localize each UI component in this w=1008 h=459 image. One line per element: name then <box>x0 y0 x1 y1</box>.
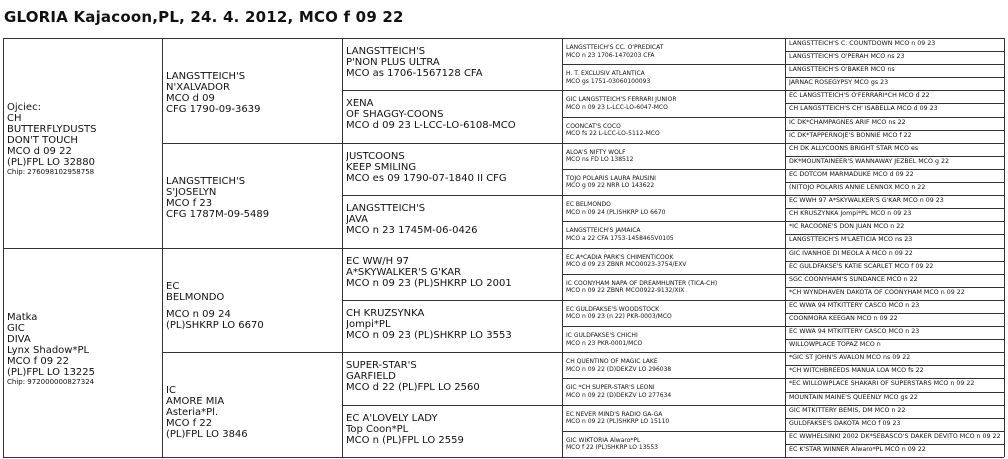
text-line: COONCAT'S COCO <box>566 122 621 130</box>
text-line: MCO n 09 23 (PL)SHKRP LO 3553 <box>346 329 512 341</box>
text-line: EC LANGSTTEICH'S O'FERRARI*CH MCO d 22 <box>789 92 930 100</box>
sire-chip: Chip: 276098102958758 <box>7 168 95 176</box>
text-line: EC WWA 94 MTKITTERY CASCO MCO n 23 <box>789 328 920 336</box>
text-line: *CH WITCHBREEDS MANUA LOA MCO fs 22 <box>789 367 924 375</box>
text-line: MCO f 23 <box>166 197 213 209</box>
text-line: KEEP SMILING <box>346 161 417 173</box>
gen5-cell <box>789 53 1002 63</box>
page-title: GLORIA Kajacoon,PL, 24. 4. 2012, MCO f 09 22 <box>4 8 404 26</box>
great-grandparent-cell <box>346 203 560 246</box>
text-line: EC WWHELSINKI 2002 DK*SEBASCO'S DAKER DEVITO MCO n 09 22 <box>789 432 1001 440</box>
text-line: Ojciec: <box>7 102 41 113</box>
text-line: MCO n 09 22 (D)DEKZV LO 277634 <box>566 391 672 399</box>
text-line: IC DK*TAPPERNOJE'S BONNIE MCO f 22 <box>789 131 912 139</box>
text-line: (PL)FPL LO 13225 <box>7 366 96 378</box>
text-line: OF SHAGGY-COONS <box>346 109 444 121</box>
text-line: EC GULDFAKSE'S WOODSTOCK <box>566 305 660 313</box>
gen5-cell <box>789 380 1002 390</box>
text-line: EC WW/H 97 <box>346 255 410 267</box>
gen5-cell <box>789 289 1002 299</box>
text-line: MCO n 09 22 (D)DEKZV LO 296038 <box>566 365 672 373</box>
text-line: MCO n 09 23 (n 22) PKR-0003/MCO <box>566 313 672 321</box>
text-line: A*SKYWALKER'S G'KAR <box>346 266 462 278</box>
gen4-cell <box>566 332 783 351</box>
row-divider-gen5 <box>785 64 1004 65</box>
gen4-cell <box>566 306 783 325</box>
gen5-cell <box>789 40 1002 50</box>
text-line: XENA <box>346 98 374 110</box>
text-line: MCO gs 1751-03060100093 <box>566 77 651 85</box>
gen5-cell <box>789 132 1002 142</box>
text-line: COONMORA KEEGAN MCO n 09 22 <box>789 314 898 322</box>
text-line: MCO n 23 PKR-0001/MCO <box>566 339 643 347</box>
text-line: DON'T TOUCH <box>7 135 78 146</box>
row-divider-gen5 <box>785 208 1004 209</box>
great-grandparent-cell <box>346 360 560 403</box>
gen5-cell <box>789 171 1002 181</box>
text-line: P'NON PLUS ULTRA <box>346 57 440 68</box>
text-line: MCO n 23 1706-1470203 CFA <box>566 51 655 59</box>
gen5-cell <box>789 210 1002 220</box>
grandparent-cell <box>166 281 340 352</box>
gen4-cell <box>566 175 783 194</box>
gen4-cell <box>566 123 783 142</box>
text-line: EC NEVER MIND'S RADIO GA-GA <box>566 410 663 418</box>
text-line: (N)TOJO POLARIS ANNIE LENNOX MCO n 22 <box>789 184 926 192</box>
text-line: (PL)SHKRP LO 6670 <box>166 319 264 331</box>
text-line: EC WWA 94 MTKITTERY CASCO MCO n 23 <box>789 301 920 309</box>
text-line: (PL)FPL LO 3846 <box>166 429 248 441</box>
great-grandparent-cell <box>346 413 560 456</box>
text-line: GARFIELD <box>346 371 396 383</box>
text-line: IC <box>166 385 176 397</box>
great-grandparent-cell <box>346 308 560 351</box>
gen4-cell <box>566 411 783 430</box>
text-line: LANGSTTEICH'S <box>166 175 246 187</box>
text-line: MCO n (PL)FPL LO 2559 <box>346 434 464 446</box>
row-divider-gen5 <box>785 313 1004 314</box>
text-line: GIC *CH SUPER-STAR'S LEONI <box>566 384 655 392</box>
text-line: AMORE MIA <box>166 396 225 408</box>
row-divider-gen5 <box>785 300 1004 301</box>
gen4-cell <box>566 201 783 220</box>
grandparent-cell <box>166 176 340 247</box>
text-line: GIC WIKTORIA Alwaro*PL <box>566 436 641 444</box>
text-line: GIC IVANHOE DI MEOLA A MCO n 09 22 <box>789 249 913 257</box>
text-line: N'XALVADOR <box>166 82 230 93</box>
column-divider-5 <box>1004 38 1005 457</box>
text-line: DK*MOUNTAINEER'S WANNAWAY JEZBEL MCO g 22 <box>789 157 950 165</box>
text-line: MCO fs 22 L-LCC-LO-5112-MCO <box>566 130 660 138</box>
text-line: *EC WILLOWPLACE SHAKARI OF SUPERSTARS MCO n 09 22 <box>789 380 975 388</box>
gen5-cell <box>789 420 1002 430</box>
row-divider-gen5 <box>785 195 1004 196</box>
text-line: JAVA <box>346 214 369 226</box>
text-line: GIC MTKITTERY BEMIS, DM MCO n 22 <box>789 406 906 414</box>
text-line: MCO n 09 23 L-LCC-LO-6047-MCO <box>566 103 668 111</box>
text-line: LANGSTTEICH'S O'PERAH MCO ns 23 <box>789 53 905 61</box>
text-line: MOUNTAIN MAINE'S QUEENLY MCO gs 22 <box>789 393 918 401</box>
text-line: CH LANGSTTEICH'S CH' ISABELLA MCO d 09 23 <box>789 105 938 113</box>
text-line: LANGSTTEICH'S <box>166 71 246 82</box>
gen5-cell <box>789 184 1002 194</box>
row-divider-gen5 <box>785 103 1004 104</box>
text-line: Lynx Shadow*PL <box>7 344 90 356</box>
text-line: MCO n 09 23 (PL)SHKRP LO 2001 <box>346 277 512 289</box>
row-divider-gen5 <box>785 326 1004 327</box>
text-line: LANGSTTEICH'S O'BAKER MCO ns <box>789 66 895 74</box>
text-line: H. T. EXCLUSIV ATLANTICA <box>566 70 645 78</box>
gen5-cell <box>789 145 1002 155</box>
gen5-cell <box>789 354 1002 364</box>
gen5-cell <box>789 407 1002 417</box>
text-line: GIC <box>7 322 25 334</box>
text-line: BUTTERFLYDUSTS <box>7 124 97 135</box>
text-line: MCO n 23 1745M-06-0426 <box>346 225 478 237</box>
text-line: JARNAC ROSEGYPSY MCO gs 23 <box>789 79 889 87</box>
gen5-cell <box>789 158 1002 168</box>
gen5-cell <box>789 341 1002 351</box>
text-line: CH DK ALLYCOONS BRIGHT STAR MCO es <box>789 144 919 152</box>
text-line: LANGSTTEICH'S <box>346 203 426 215</box>
row-divider-gen5 <box>785 169 1004 170</box>
text-line: MCO d 09 <box>166 93 215 104</box>
text-line: WILLOWPLACE TOPAZ MCO n <box>789 341 881 349</box>
text-line: S'JOSELYN <box>166 186 217 198</box>
gen5-cell <box>789 328 1002 338</box>
text-line: Top Coon*PL <box>346 423 409 435</box>
text-line: *IC RACOONE'S DON JUAN MCO n 22 <box>789 223 905 231</box>
text-line: MCO n 09 24 (PL)SHKRP LO 6670 <box>566 208 666 216</box>
text-line: MCO f 22 <box>166 418 213 430</box>
gen5-cell <box>789 79 1002 89</box>
text-line: EC WWH 97 A*SKYWALKER'S G'KAR MCO n 09 23 <box>789 197 944 205</box>
text-line: EC BELMONDO <box>566 201 611 209</box>
gen4-cell <box>566 280 783 299</box>
gen5-cell <box>789 105 1002 115</box>
text-line: ALOA'S NIFTY WOLF <box>566 148 626 156</box>
text-line: MCO d 09 23 ZBNR MCO0023-3754/EXV <box>566 261 687 268</box>
great-grandparent-cell <box>346 46 560 89</box>
text-line: GIC LANGSTTEICH'S FERRARI JUNIOR <box>566 96 677 104</box>
row-divider-gen5 <box>785 378 1004 379</box>
text-line: MCO f 09 22 <box>7 355 69 367</box>
text-line: MCO d 09 22 <box>7 146 72 157</box>
text-line: MCO ns FD LO 138512 <box>566 156 634 164</box>
text-line: CH QUENTINO OF MAGIC LAKE <box>566 358 658 366</box>
gen5-cell <box>789 315 1002 325</box>
text-line: BELMONDO <box>166 291 225 303</box>
gen5-cell <box>789 92 1002 102</box>
row-divider-gen5 <box>785 234 1004 235</box>
great-grandparent-cell <box>346 151 560 194</box>
grandparent-cell <box>166 71 340 142</box>
text-line: MCO as 1706-1567128 CFA <box>346 68 483 79</box>
gen5-cell <box>789 276 1002 286</box>
row-divider-gen5 <box>785 444 1004 445</box>
great-grandparent-cell <box>346 98 560 141</box>
text-line: MCO a 22 CFA 1753-1458465V0105 <box>566 234 674 242</box>
gen5-cell <box>789 236 1002 246</box>
row-divider-gen5 <box>785 352 1004 353</box>
text-line: CFG 1790-09-3639 <box>166 104 261 115</box>
text-line: Jompi*PL <box>346 318 391 330</box>
text-line: MCO n 09 22 (PL)SHKRP LO 15110 <box>566 418 670 426</box>
row-divider-gen5 <box>785 51 1004 52</box>
text-line: LANGSTTEICH'S C. COUNTDOWN MCO n 09 23 <box>789 40 936 47</box>
row-divider-gen5 <box>785 339 1004 340</box>
gen4-cell <box>566 254 783 273</box>
text-line: EC A'LOVELY LADY <box>346 412 438 424</box>
text-line: MCO es 09 1790-07-1840 II CFG <box>346 172 507 184</box>
text-line: (PL)FPL LO 32880 <box>7 157 96 168</box>
text-line: MCO d 22 (PL)FPL LO 2560 <box>346 382 480 394</box>
gen5-cell <box>789 119 1002 129</box>
gen4-cell <box>566 149 783 168</box>
text-line: SUPER-STAR'S <box>346 360 417 372</box>
row-divider-gen5 <box>785 365 1004 366</box>
text-line: MCO g 09 22 NRR LO 143622 <box>566 182 655 190</box>
text-line: TOJO POLARIS LAURA PAUSINI <box>566 174 656 182</box>
gen5-cell <box>789 250 1002 260</box>
gen4-cell <box>566 70 783 89</box>
gen5-cell <box>789 223 1002 233</box>
text-line: LANGSTTEICH'S <box>346 46 426 57</box>
gen5-cell <box>789 394 1002 404</box>
sire-cell <box>7 102 160 247</box>
table-border-bottom <box>3 457 1004 458</box>
gen5-cell <box>789 367 1002 377</box>
text-line: DIVA <box>7 333 31 345</box>
text-line: MCO n 09 24 <box>166 308 231 320</box>
text-line: CFG 1787M-09-5489 <box>166 208 270 220</box>
dam-cell <box>7 312 160 457</box>
text-line: EC GULDFAKSE'S KATIE SCARLET MCO f 09 22 <box>789 262 934 270</box>
great-grandparent-cell <box>346 256 560 299</box>
row-divider-gen5 <box>785 90 1004 91</box>
text-line: JUSTCOONS <box>346 150 405 162</box>
gen4-cell <box>566 44 783 63</box>
gen5-cell <box>789 446 1002 456</box>
text-line: LANGSTTEICH'S CC. O'PREDICAT <box>566 44 664 51</box>
text-line: SGC COONYHAM'S SUNDANCE MCO n 22 <box>789 275 918 283</box>
gen5-cell <box>789 433 1002 443</box>
text-line: CH KRUSZYNKA Jompi*PL MCO n 09 23 <box>789 210 912 218</box>
text-line: IC COONYHAM NAPA OF DREAMHUNTER (TICA-CH) <box>566 279 718 287</box>
text-line: CH KRUZSYNKA <box>346 307 425 319</box>
gen4-cell <box>566 227 783 246</box>
gen5-cell <box>789 197 1002 207</box>
gen5-cell <box>789 66 1002 76</box>
text-line: IC GULDFAKSE'S CHICHI <box>566 332 638 340</box>
text-line: LANGSTTEICH'S JAMAICA <box>566 227 641 235</box>
dam-chip: Chip: 972000000827324 <box>7 377 95 386</box>
gen5-cell <box>789 263 1002 273</box>
gen4-cell <box>566 358 783 377</box>
row-divider-gen5 <box>785 182 1004 183</box>
grandparent-cell <box>166 385 340 456</box>
text-line: Asteria*Pl. <box>166 407 219 419</box>
text-line: CH <box>7 113 22 124</box>
text-line: GULDFAKSE'S DAKOTA MCO f 09 23 <box>789 419 901 427</box>
text-line: MCO f 22 (PL)SHKRP LO 13553 <box>566 444 658 452</box>
text-line: EC <box>166 280 180 292</box>
text-line: *GIC ST JOHN'S AVALON MCO ns 09 22 <box>789 354 911 362</box>
text-line: IC DK*CHAMPAGNES ARIF MCO ns 22 <box>789 118 906 126</box>
text-line: Matka <box>7 311 38 323</box>
text-line: MCO d 09 23 L-LCC-LO-6108-MCO <box>346 120 516 132</box>
row-divider-gen5 <box>785 77 1004 78</box>
gen4-cell <box>566 437 783 456</box>
table-border-top <box>3 38 1004 39</box>
gen5-cell <box>789 302 1002 312</box>
gen4-cell <box>566 384 783 403</box>
text-line: EC DOTCOM MARMADUKE MCO d 09 22 <box>789 170 914 178</box>
text-line: EC A*CADIA PARK'S CHIMENTICOOK <box>566 253 674 261</box>
text-line: *CH WYNDHAVEN DAKOTA OF COONYHAM MCO n 09 22 <box>789 288 965 296</box>
row-divider-gen5 <box>785 156 1004 157</box>
text-line: MCO n 09 22 ZBNR MCO0922-9132/XIX <box>566 287 685 295</box>
row-divider-gen5 <box>785 221 1004 222</box>
text-line: EC K'STAR WINNER Alwaro*PL MCO n 09 22 <box>789 445 926 453</box>
gen4-cell <box>566 96 783 115</box>
text-line: LANGSTTEICH'S M'LAETICIA MCO ns 23 <box>789 236 913 244</box>
